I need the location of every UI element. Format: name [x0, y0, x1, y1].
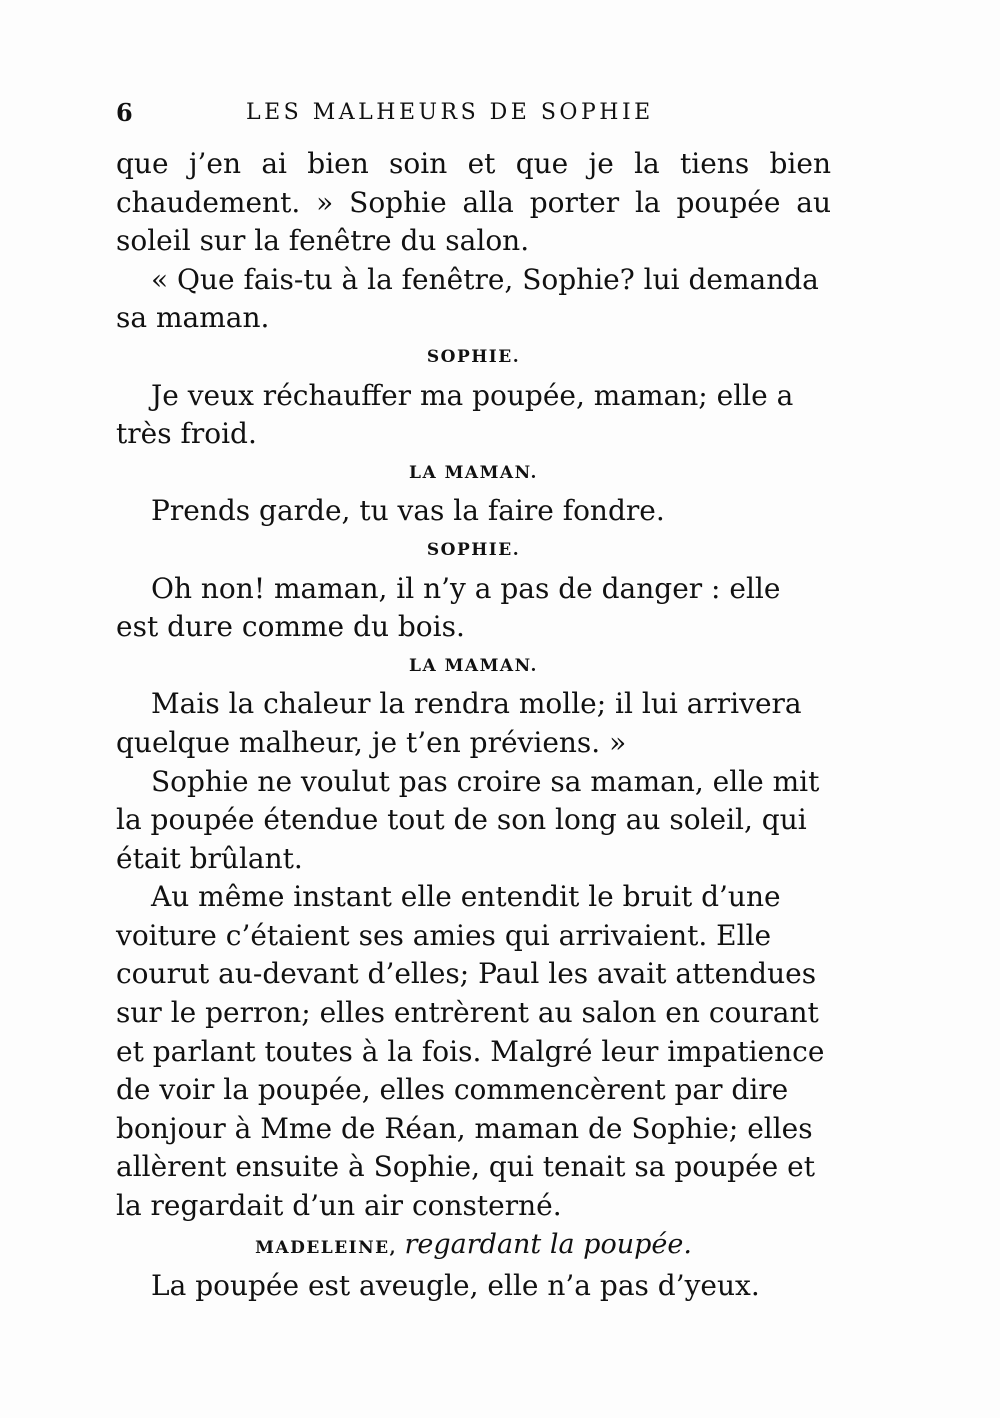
dialogue-paragraph: Je veux réchauffer ma poupée, maman; elle a très froid.: [116, 378, 794, 451]
page-header: [116, 98, 831, 134]
paragraph-2: « Que fais-tu à la fenêtre, Sophie? lui demanda sa maman.: [116, 262, 819, 335]
paragraph-1: que j’en ai bien soin et que je la tiens bien chaudement. » Sophie alla porter la poupée au soleil sur la fenêtre du salon.: [116, 147, 831, 258]
speaker-label: SOPHIE.: [426, 539, 521, 560]
speaker-label: SOPHIE.: [426, 346, 521, 367]
narrative-paragraph: Sophie ne voulut pas croire sa maman, elle mit la poupée étendue tout de son long au soleil, qui était brûlant.: [116, 764, 820, 875]
page-body: [116, 145, 831, 1306]
speaker-label: LA MAMAN.: [409, 655, 538, 676]
narrative-paragraph: Au même instant elle entendit le bruit d’une voiture c’étaient ses amies qui arrivaient. Elle courut au-devant d’elles; Paul les avait attendues sur le perron; elles entrèrent au salon en courant et parlant toutes à la fois. Malgré leur impatience de voir la poupée, elles commencèrent par dire bonjour à Mme de Réan, maman de Sophie; elles allèrent ensuite à Sophie, qui tenait sa poupée et la regardait d’un air consterné.: [116, 880, 825, 1223]
page-number: 6: [116, 98, 133, 127]
dialogue-paragraph: La poupée est aveugle, elle n’a pas d’yeux.: [151, 1269, 760, 1303]
speaker-name: MADELEINE,: [255, 1237, 398, 1258]
dialogue-paragraph: Oh non! maman, il n’y a pas de danger : elle est dure comme du bois.: [116, 571, 781, 644]
speaker-label: LA MAMAN.: [409, 462, 538, 483]
dialogue-paragraph: Mais la chaleur la rendra molle; il lui arrivera quelque malheur, je t’en préviens. »: [116, 687, 802, 759]
stage-direction: regardant la poupée.: [404, 1228, 692, 1260]
speaker-label: [116, 1226, 831, 1268]
running-title: LES MALHEURS DE SOPHIE: [246, 100, 654, 125]
dialogue-paragraph: Prends garde, tu vas la faire fondre.: [151, 494, 665, 528]
